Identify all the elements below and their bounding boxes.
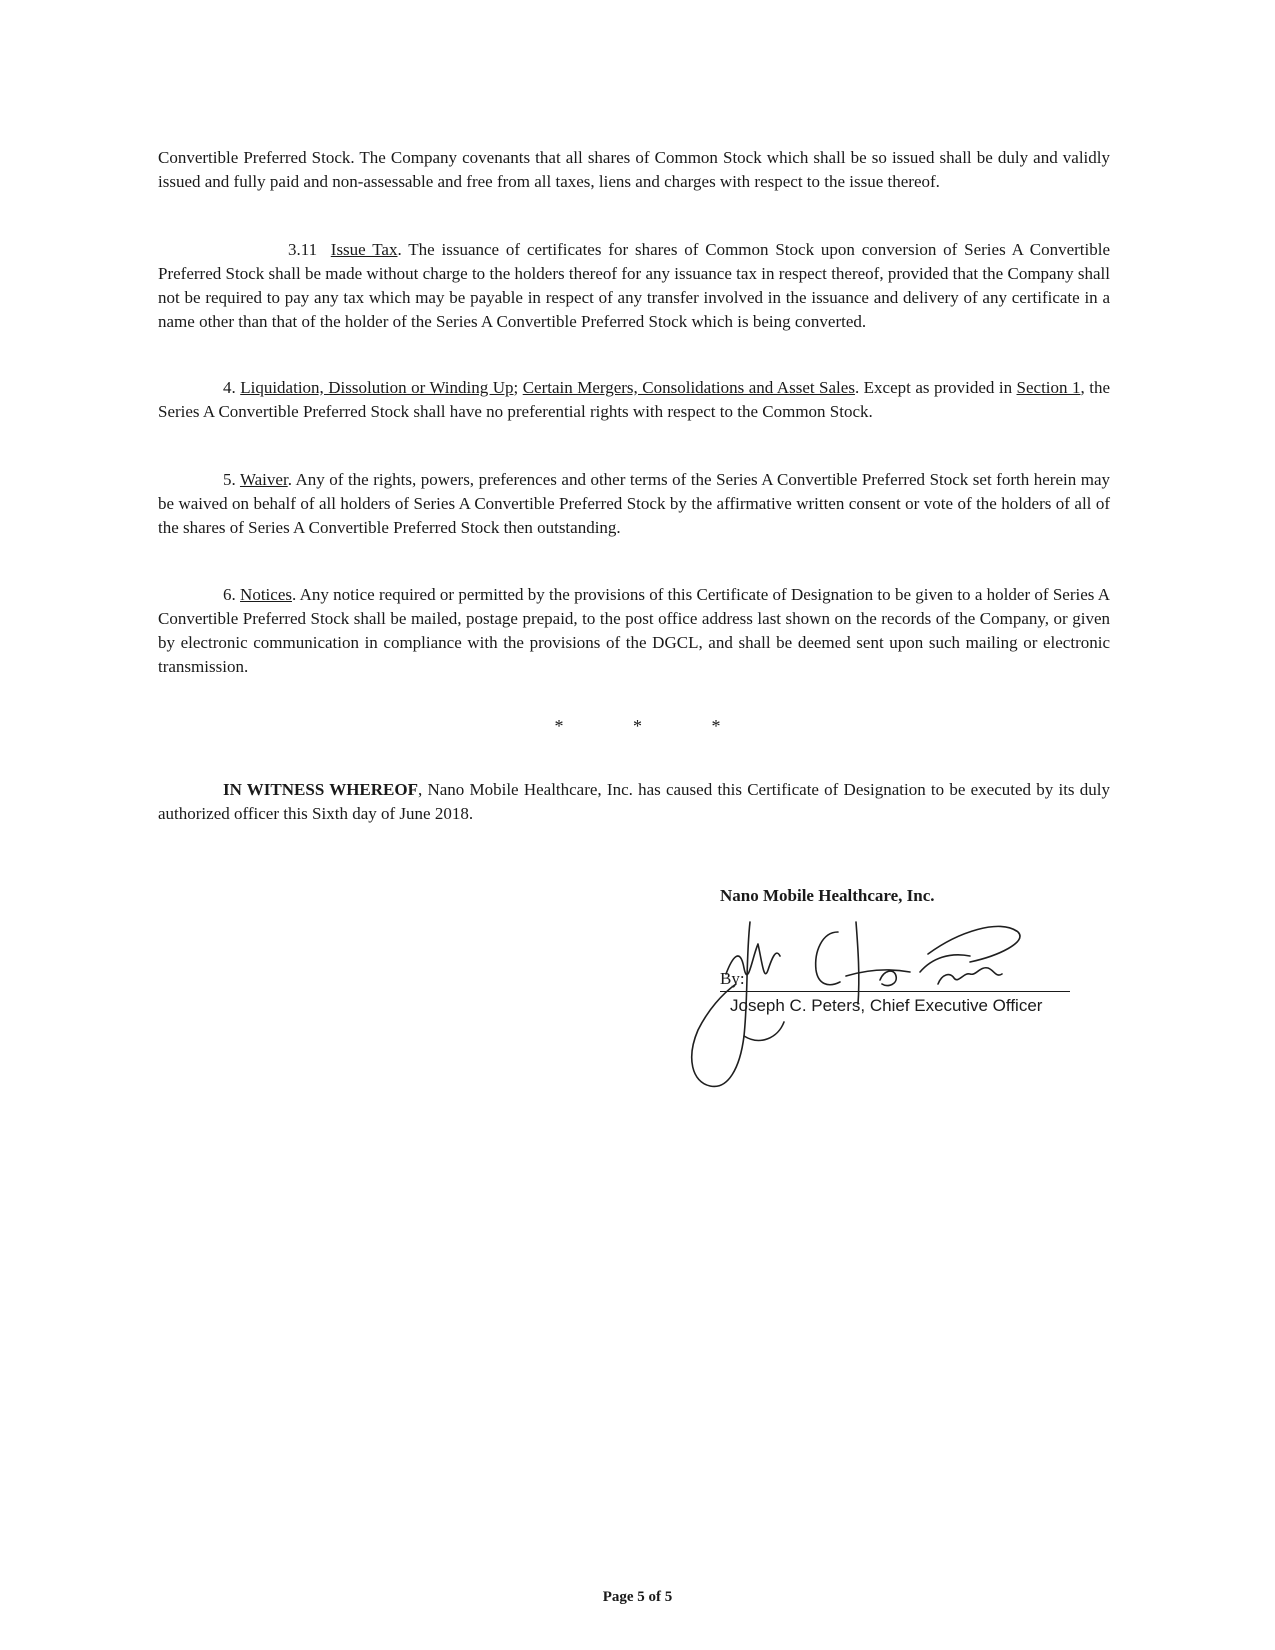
- section-6-heading: Notices: [240, 585, 292, 604]
- section-4-paragraph: [158, 376, 1110, 424]
- section-3-11-body: . The issuance of certificates for shares of Common Stock upon conversion of Series A Convertible Preferred Stock shall be made without charge to the holders thereof for any issuance tax in respect thereof, provided that the Company shall not be required to pay any tax which may be payable in respect of any transfer involved in the issuance and delivery of any certificate in a name other than that of the holder of the Series A Convertible Preferred Stock which is being converted.: [158, 240, 1110, 331]
- section-4-body-1: . Except as provided in: [854, 378, 1017, 397]
- section-3-11-paragraph: [158, 238, 1110, 334]
- section-4-number: 4.: [223, 378, 236, 397]
- section-6-number: 6.: [223, 585, 236, 604]
- witness-body: , Nano Mobile Healthcare, Inc. has caused this Certificate of Designation to be executed by its duly authorized officer this Sixth day of June 2018.: [158, 780, 1110, 823]
- separator-star: *: [711, 716, 721, 736]
- section-6-body: . Any notice required or permitted by the provisions of this Certificate of Designation to be given to a holder of Series A Convertible Preferred Stock shall be mailed, postage prepaid, to the post office address last shown on the records of the Company, or given by electronic communication in compliance with the provisions of the DGCL, and shall be deemed sent upon such mailing or electronic transmission.: [158, 585, 1111, 676]
- section-3-11-heading: Issue Tax: [330, 240, 398, 259]
- section-1-reference: Section 1: [1016, 378, 1081, 397]
- section-3-11-number: 3.11: [288, 240, 318, 259]
- separator-star: *: [633, 716, 642, 736]
- section-5-body: . Any of the rights, powers, preferences and other terms of the Series A Convertible Preferred Stock set forth herein may be waived on behalf of all holders of Series A Convertible Preferred Stock by the affirmative written consent or vote of the holders of all of the shares of Series A Convertible Preferred Stock then outstanding.: [158, 470, 1110, 537]
- separator-star: *: [554, 716, 564, 736]
- witness-paragraph: [158, 778, 1110, 826]
- section-4-sep: ;: [513, 378, 523, 397]
- continuation-text: Convertible Preferred Stock. The Company covenants that all shares of Common Stock which shall be so issued shall be duly and validly issued and fully paid and non-assessable and free from all taxes, liens and charges with respect to the issue thereof.: [158, 148, 1110, 191]
- page-number: Page 5 of 5: [602, 1589, 673, 1605]
- witness-lead: IN WITNESS WHEREOF: [223, 780, 418, 799]
- section-5-number: 5.: [223, 470, 236, 489]
- by-label: By:: [720, 969, 745, 988]
- section-5-paragraph: [158, 468, 1110, 540]
- section-separator: [0, 714, 1275, 738]
- section-4-heading-2: Certain Mergers, Consolidations and Asset Sales: [522, 378, 855, 397]
- section-5-heading: Waiver: [239, 470, 288, 489]
- section-4-heading-1: Liquidation, Dissolution or Winding Up: [240, 378, 514, 397]
- section-6-paragraph: [158, 583, 1110, 679]
- signature-line: [720, 967, 1070, 992]
- signer-name-title: Joseph C. Peters, Chief Executive Officer: [730, 996, 1043, 1015]
- continuation-paragraph: [158, 146, 1110, 194]
- signature-company-name: Nano Mobile Healthcare, Inc.: [720, 886, 935, 905]
- section-4-body-2: , the Series A Convertible Preferred Stock shall have no preferential rights with respect to the Common Stock.: [158, 378, 1110, 421]
